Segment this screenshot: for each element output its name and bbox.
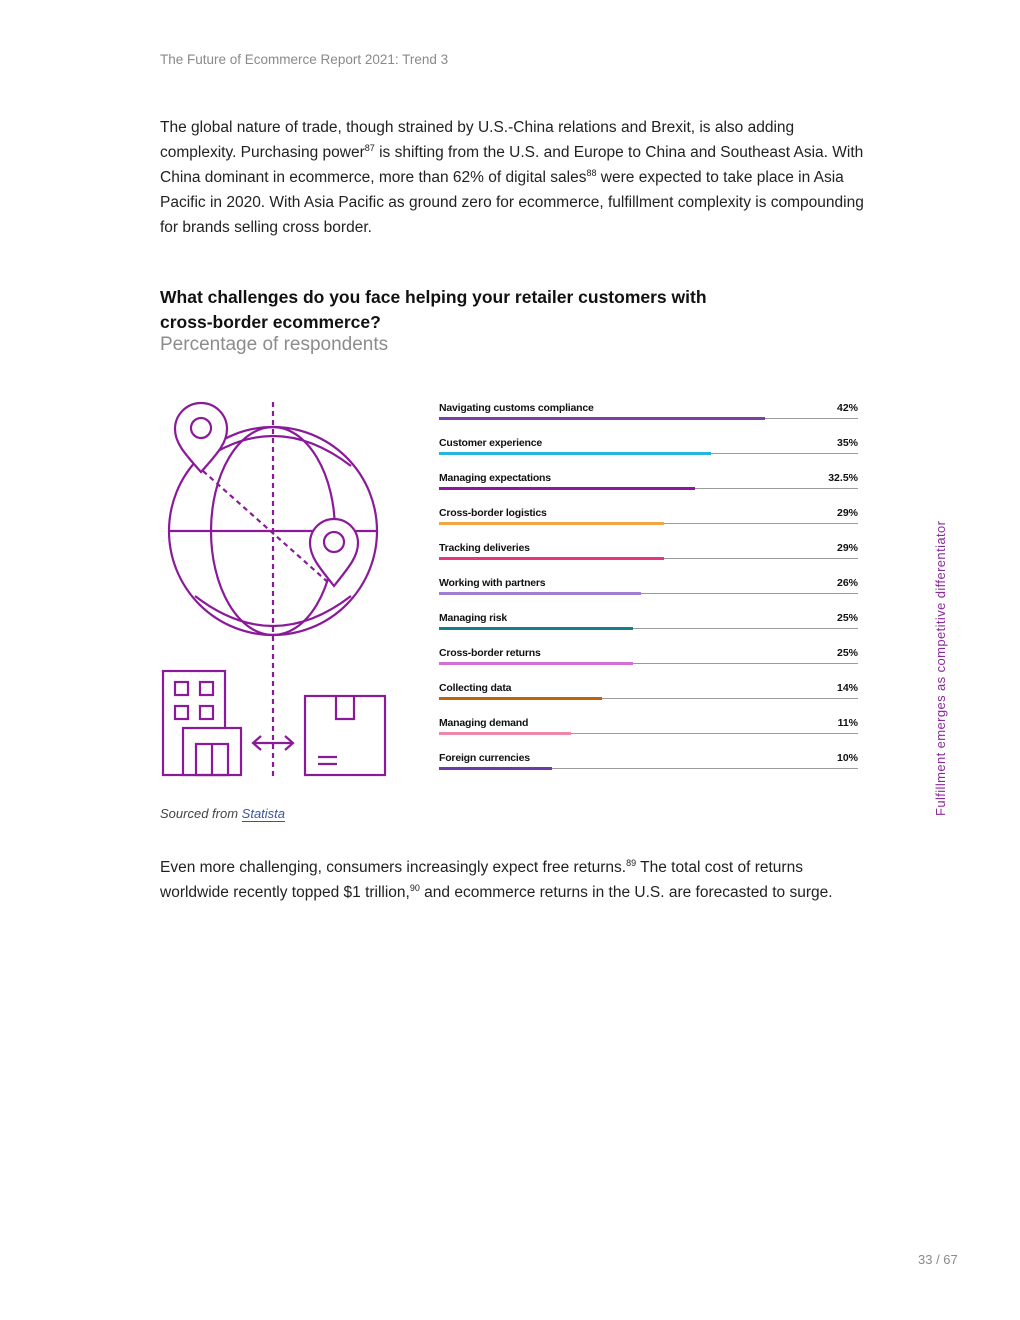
- map-pin-icon: [310, 519, 358, 586]
- chart-title: What challenges do you face helping your retailer customers with cross-border ecommerce?: [160, 287, 707, 332]
- bar: [439, 452, 711, 455]
- bar-row: [439, 717, 858, 739]
- bar-value-label: 29%: [836, 507, 858, 519]
- bar-value-label: 25%: [836, 647, 858, 659]
- bar-label: Collecting data: [439, 682, 512, 694]
- bar-label: Tracking deliveries: [439, 542, 530, 554]
- report-header: The Future of Ecommerce Report 2021: Trend 3: [160, 52, 449, 67]
- bar-value-label: 25%: [836, 612, 858, 624]
- source-note: Sourced from Statista: [160, 806, 286, 821]
- chart-subtitle: Percentage of respondents: [160, 334, 389, 355]
- bar-row: [439, 752, 858, 774]
- bar-value-label: 14%: [836, 682, 858, 694]
- bar-row: [439, 612, 858, 634]
- bar-label: Cross-border logistics: [439, 507, 547, 519]
- bar-row: [439, 647, 858, 669]
- bar: [439, 767, 552, 770]
- section-sidebar-label: Fulfillment emerges as competitive differentiator: [933, 520, 948, 816]
- footnote-89[interactable]: 89: [626, 857, 637, 868]
- dashed-route-line: [203, 471, 330, 584]
- bar-row: [439, 542, 858, 564]
- bar-value-label: 11%: [837, 717, 858, 729]
- bar: [439, 592, 641, 595]
- closing-paragraph: Even more challenging, consumers increasingly expect free returns.$^{89}$ The total cost of returns worldwide recently topped $1 trillion,$^{90}$ and ecommerce returns in the U.S. are forecasted to surge.: [160, 857, 833, 901]
- bar-value-label: 35%: [836, 437, 858, 449]
- footnote-87[interactable]: 87: [364, 142, 375, 153]
- bar: [439, 417, 765, 420]
- bar: [439, 697, 602, 700]
- bar-label: Navigating customs compliance: [439, 402, 594, 414]
- bar-value-label: 29%: [836, 542, 858, 554]
- bar: [439, 732, 571, 735]
- bar: [439, 522, 664, 525]
- bar-label: Foreign currencies: [439, 752, 530, 764]
- statista-link[interactable]: Statista: [241, 806, 286, 821]
- bar-value-label: 26%: [836, 577, 858, 589]
- cross-border-illustration: [155, 396, 395, 786]
- bar-row: [439, 402, 858, 424]
- box-icon: [305, 696, 385, 775]
- bar-row: [439, 472, 858, 494]
- page-number: 33 / 67: [918, 1252, 958, 1267]
- bar-row: [439, 507, 858, 529]
- intro-paragraph: The global nature of trade, though strained by U.S.-China relations and Brexit, is also adding complexity. Purchasing power$^{87}$ is shifting from the U.S. and Europe to China and Southeast Asia. With China dominant in ecommerce, more than 62% of digital sales$^{88}$ were expected to take place in Asia Pacific in 2020. With Asia Pacific as ground zero for ecommerce, fulfillment complexity is compounding for brands selling cross border.: [160, 119, 864, 236]
- bar-value-label: 32.5%: [828, 472, 858, 484]
- building-icon: [163, 671, 241, 775]
- bar-label: Managing expectations: [439, 472, 551, 484]
- bar-label: Managing risk: [439, 612, 507, 624]
- bar-row: [439, 437, 858, 459]
- bar-value-label: 10%: [836, 752, 858, 764]
- bar-label: Managing demand: [439, 717, 529, 729]
- footnote-88[interactable]: 88: [586, 167, 597, 178]
- bar: [439, 557, 664, 560]
- bar-label: Customer experience: [439, 437, 542, 449]
- bar: [439, 627, 633, 630]
- bar: [439, 487, 695, 490]
- bar-value-label: 42%: [836, 402, 858, 414]
- bar-label: Working with partners: [439, 577, 546, 589]
- bar-chart: [439, 0, 858, 1320]
- map-pin-icon: [175, 403, 227, 472]
- bar-label: Cross-border returns: [439, 647, 541, 659]
- bar-row: [439, 682, 858, 704]
- footnote-90[interactable]: 90: [409, 882, 420, 893]
- bar: [439, 662, 633, 665]
- bar-row: [439, 577, 858, 599]
